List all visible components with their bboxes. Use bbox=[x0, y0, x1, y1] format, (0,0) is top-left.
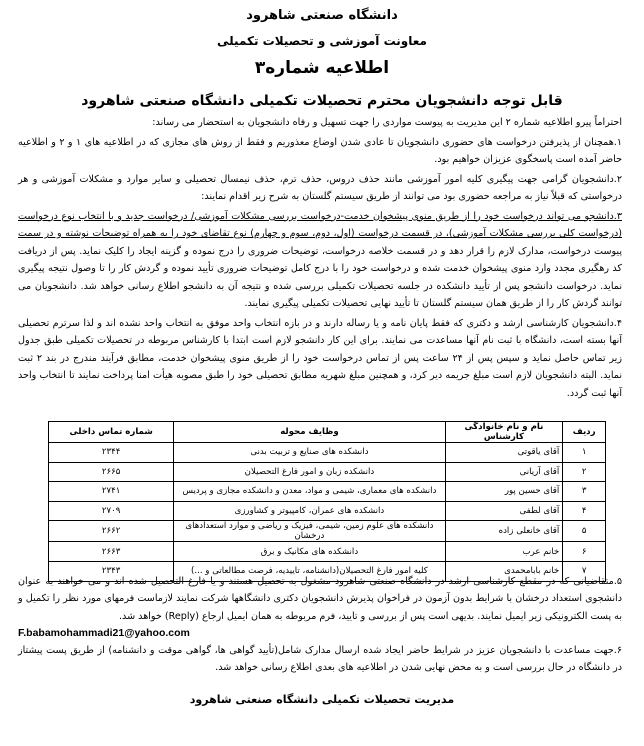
staff-duty: کلیه امور فارغ التحصیلان(دانشنامه، تاییدیه، فرصت مطالعاتی و ...) bbox=[174, 561, 445, 581]
staff-duty: دانشکده های مکانیک و برق bbox=[174, 542, 445, 562]
table-header-row bbox=[49, 422, 606, 443]
item-2: ۲.دانشجویان گرامی جهت پیگیری کلیه امور آموزشی مانند حذف دروس، حذف ترم، حذف نیمسال تحصیلی و سایر موارد و مشکلات آموزشی و هر درخواستی که قبلاً نیاز به مراجعه حضوری بود می توانند از طریق سیستم گلستان به شرح زیر اقدام نمایند: bbox=[18, 173, 622, 202]
staff-name: خانم عرب bbox=[445, 542, 563, 562]
staff-phone: ۲۳۴۳ bbox=[49, 561, 174, 581]
table-row bbox=[49, 501, 606, 521]
item-3-text: پیوست درخواست، مدارک لازم را قرار دهد و در قسمت خلاصه درخواست، توضیحات ضروری را درج نموده و گزینه ایجاد را کلیک نماید. پس از دریافت کد رهگیری مجدد وارد منوی پیشخوان خدمت شده و درخواست خود را با درج کامل توضیحات ضروری تأیید نموده و گردش کار را تا وصول نتیجه پیگیری نماید. درخواست دانشجو پس از تأیید دانشکده در جلسه تحصیلات تکمیلی بررسی شده و نتیجه آن به دانشجو اطلاع رسانی خواهد شد. دانشجویان می توانند گردش کار را از طریق همان سیستم گلستان تا تأیید نهایی تحصیلات تکمیلی پیگیری نمایند. bbox=[18, 245, 622, 309]
staff-phone: ۲۶۶۳ bbox=[49, 542, 174, 562]
table-row bbox=[49, 443, 606, 463]
header-name: نام و نام خانوادگی کارشناس bbox=[445, 422, 563, 443]
staff-phone: ۲۶۶۲ bbox=[49, 521, 174, 542]
intro-paragraph: احتراماً پیرو اطلاعیه شماره ۲ این مدیریت به پیوست مواردی را جهت تسهیل و رفاه دانشجویان به استحضار می رساند: bbox=[152, 117, 622, 128]
row-number: ۳ bbox=[563, 482, 606, 502]
row-number: ۲ bbox=[563, 462, 606, 482]
contact-table bbox=[48, 421, 606, 582]
staff-duty: دانشکده های معماری، شیمی و مواد، معدن و دانشکده مجازی و پردیس bbox=[174, 482, 445, 502]
item-6: ۶.جهت مساعدت با دانشجویان عزیز در شرایط حاضر ایجاد شده ارسال مدارک شامل(تأیید گواهی ها، گواهی موقت و دانشنامه) از طریق پست پیشتاز در دانشگاه در حال بررسی است و به محض نهایی شدن در اطلاعیه های بعدی اطلاع رسانی خواهد شد. bbox=[18, 645, 622, 674]
row-number: ۱ bbox=[563, 443, 606, 463]
row-number: ۴ bbox=[563, 501, 606, 521]
signature: مدیریت تحصیلات تکمیلی دانشگاه صنعتی شاهرود bbox=[189, 693, 455, 706]
staff-name: آقای یاقوتی bbox=[445, 443, 563, 463]
staff-name: آقای خانعلی زاده bbox=[445, 521, 563, 542]
staff-duty: دانشکده های عمران، کامپیوتر و کشاورزی bbox=[174, 501, 445, 521]
item-1: ۱.همچنان از پذیرفتن درخواست های حضوری دانشجویان تا عادی شدن اوضاع معذوریم و فقط از روش های مجازی که در اطلاعیه های ۱ و ۲ و اطلاعیه حاضر آمده است پاسخگوی عزیزان خواهیم بود. bbox=[18, 136, 622, 165]
staff-duty: دانشکده های علوم زمین، شیمی، فیزیک و ریاضی و موارد استعدادهای درخشان bbox=[174, 521, 445, 542]
university-name: دانشگاه صنعتی شاهرود bbox=[246, 8, 398, 23]
header-row-number: ردیف bbox=[563, 422, 606, 443]
staff-phone: ۲۷۰۹ bbox=[49, 501, 174, 521]
header-duty: وظایف محوله bbox=[174, 422, 445, 443]
notice-heading: قابل توجه دانشجویان محترم تحصیلات تکمیلی دانشگاه صنعتی شاهرود bbox=[81, 93, 563, 109]
staff-name: آقای حسین پور bbox=[445, 482, 563, 502]
table-row bbox=[49, 542, 606, 562]
staff-name: آقای لطفی bbox=[445, 501, 563, 521]
staff-name: خانم بابامحمدی bbox=[445, 561, 563, 581]
deputy-name: معاونت آموزشی و تحصیلات تکمیلی bbox=[217, 34, 427, 48]
staff-duty: دانشکده های صنایع و تربیت بدنی bbox=[174, 443, 445, 463]
staff-phone: ۲۶۶۵ bbox=[49, 462, 174, 482]
staff-phone: ۲۷۴۱ bbox=[49, 482, 174, 502]
staff-duty: دانشکده زبان و امور فارغ التحصیلان bbox=[174, 462, 445, 482]
item-5: ۵.متقاضیانی که در مقطع کارشناسی ارشد در دانشگاه صنعتی شاهرود مشغول به تحصیل هستند و یا فارغ التحصیل شده اند و می خواهند به عنوان دانشجوی استعداد درخشان با شرایط بدون آزمون در فراخوان پذیرش دانشجویان دکتری دانشگاهها شرکت نمایند لازماست فرمهای مورد نظر را تکمیل و به پست الکترونیکی زیر ایمیل نمایند. بدیهی است پس از بررسی و تایید، فرم مربوطه به همان ایمیل ارجاع (Reply) خواهد شد. bbox=[18, 576, 622, 622]
staff-name: آقای آریانی bbox=[445, 462, 563, 482]
item-3-underlined-text: ۳.دانشجو می تواند درخواست خود را از طریق منوی پیشخوان خدمت-درخواست بررسی مشکلات آموزشی/ درخواست جدید و با انتخاب نوع درخواست (درخواست کلی بررسی مشکلات آموزشی)، در قسمت درخواست (اول، دوم، سوم و چهارم) نوع تقاضای خود را به همراه توضیحات نوشته و در سمت bbox=[18, 210, 622, 239]
item-3 bbox=[18, 208, 622, 313]
table-row bbox=[49, 521, 606, 542]
table-row bbox=[49, 462, 606, 482]
staff-phone: ۲۳۴۴ bbox=[49, 443, 174, 463]
row-number: ۶ bbox=[563, 542, 606, 562]
contact-email: F.babamohammadi21@yahoo.com bbox=[18, 626, 190, 639]
item-4: ۴.دانشجویان کارشناسی ارشد و دکتری که فقط پایان نامه و یا رساله دارند و در بازه انتخاب واحد موفق به انتخاب واحد نشده اند و لذا سرترم تحصیلی آنها بسته است، دانشگاه با ثبت نام آنها مساعدت می نمایند. برای این کار دانشجو لازم است ابتدا با کارشناس مربوطه در تحصیلات تکمیلی طبق جدول زیر تماس حاصل نماید و سپس پس از ۲۴ ساعت پس از تماس درخواست خود را از طریق منوی پیشخوان خدمت، مطابق فرآیند مندرج در بند ۲ ثبت نماید. البته دانشجویان لازم است مبلغ جریمه دیر کرد، و همچنین مبلغ شهریه مطابق تحصیلی خود را طبق مصوبه هیأت امنا پرداخت نمایند تا انتخاب واحد آنها ثبت گردد. bbox=[18, 317, 622, 399]
notice-body bbox=[18, 114, 622, 402]
row-number: ۷ bbox=[563, 561, 606, 581]
notice-body-continued bbox=[18, 573, 622, 677]
notice-title: اطلاعیه شماره۳ bbox=[254, 58, 390, 78]
header-phone: شماره تماس داخلی bbox=[49, 422, 174, 443]
table-row bbox=[49, 482, 606, 502]
row-number: ۵ bbox=[563, 521, 606, 542]
